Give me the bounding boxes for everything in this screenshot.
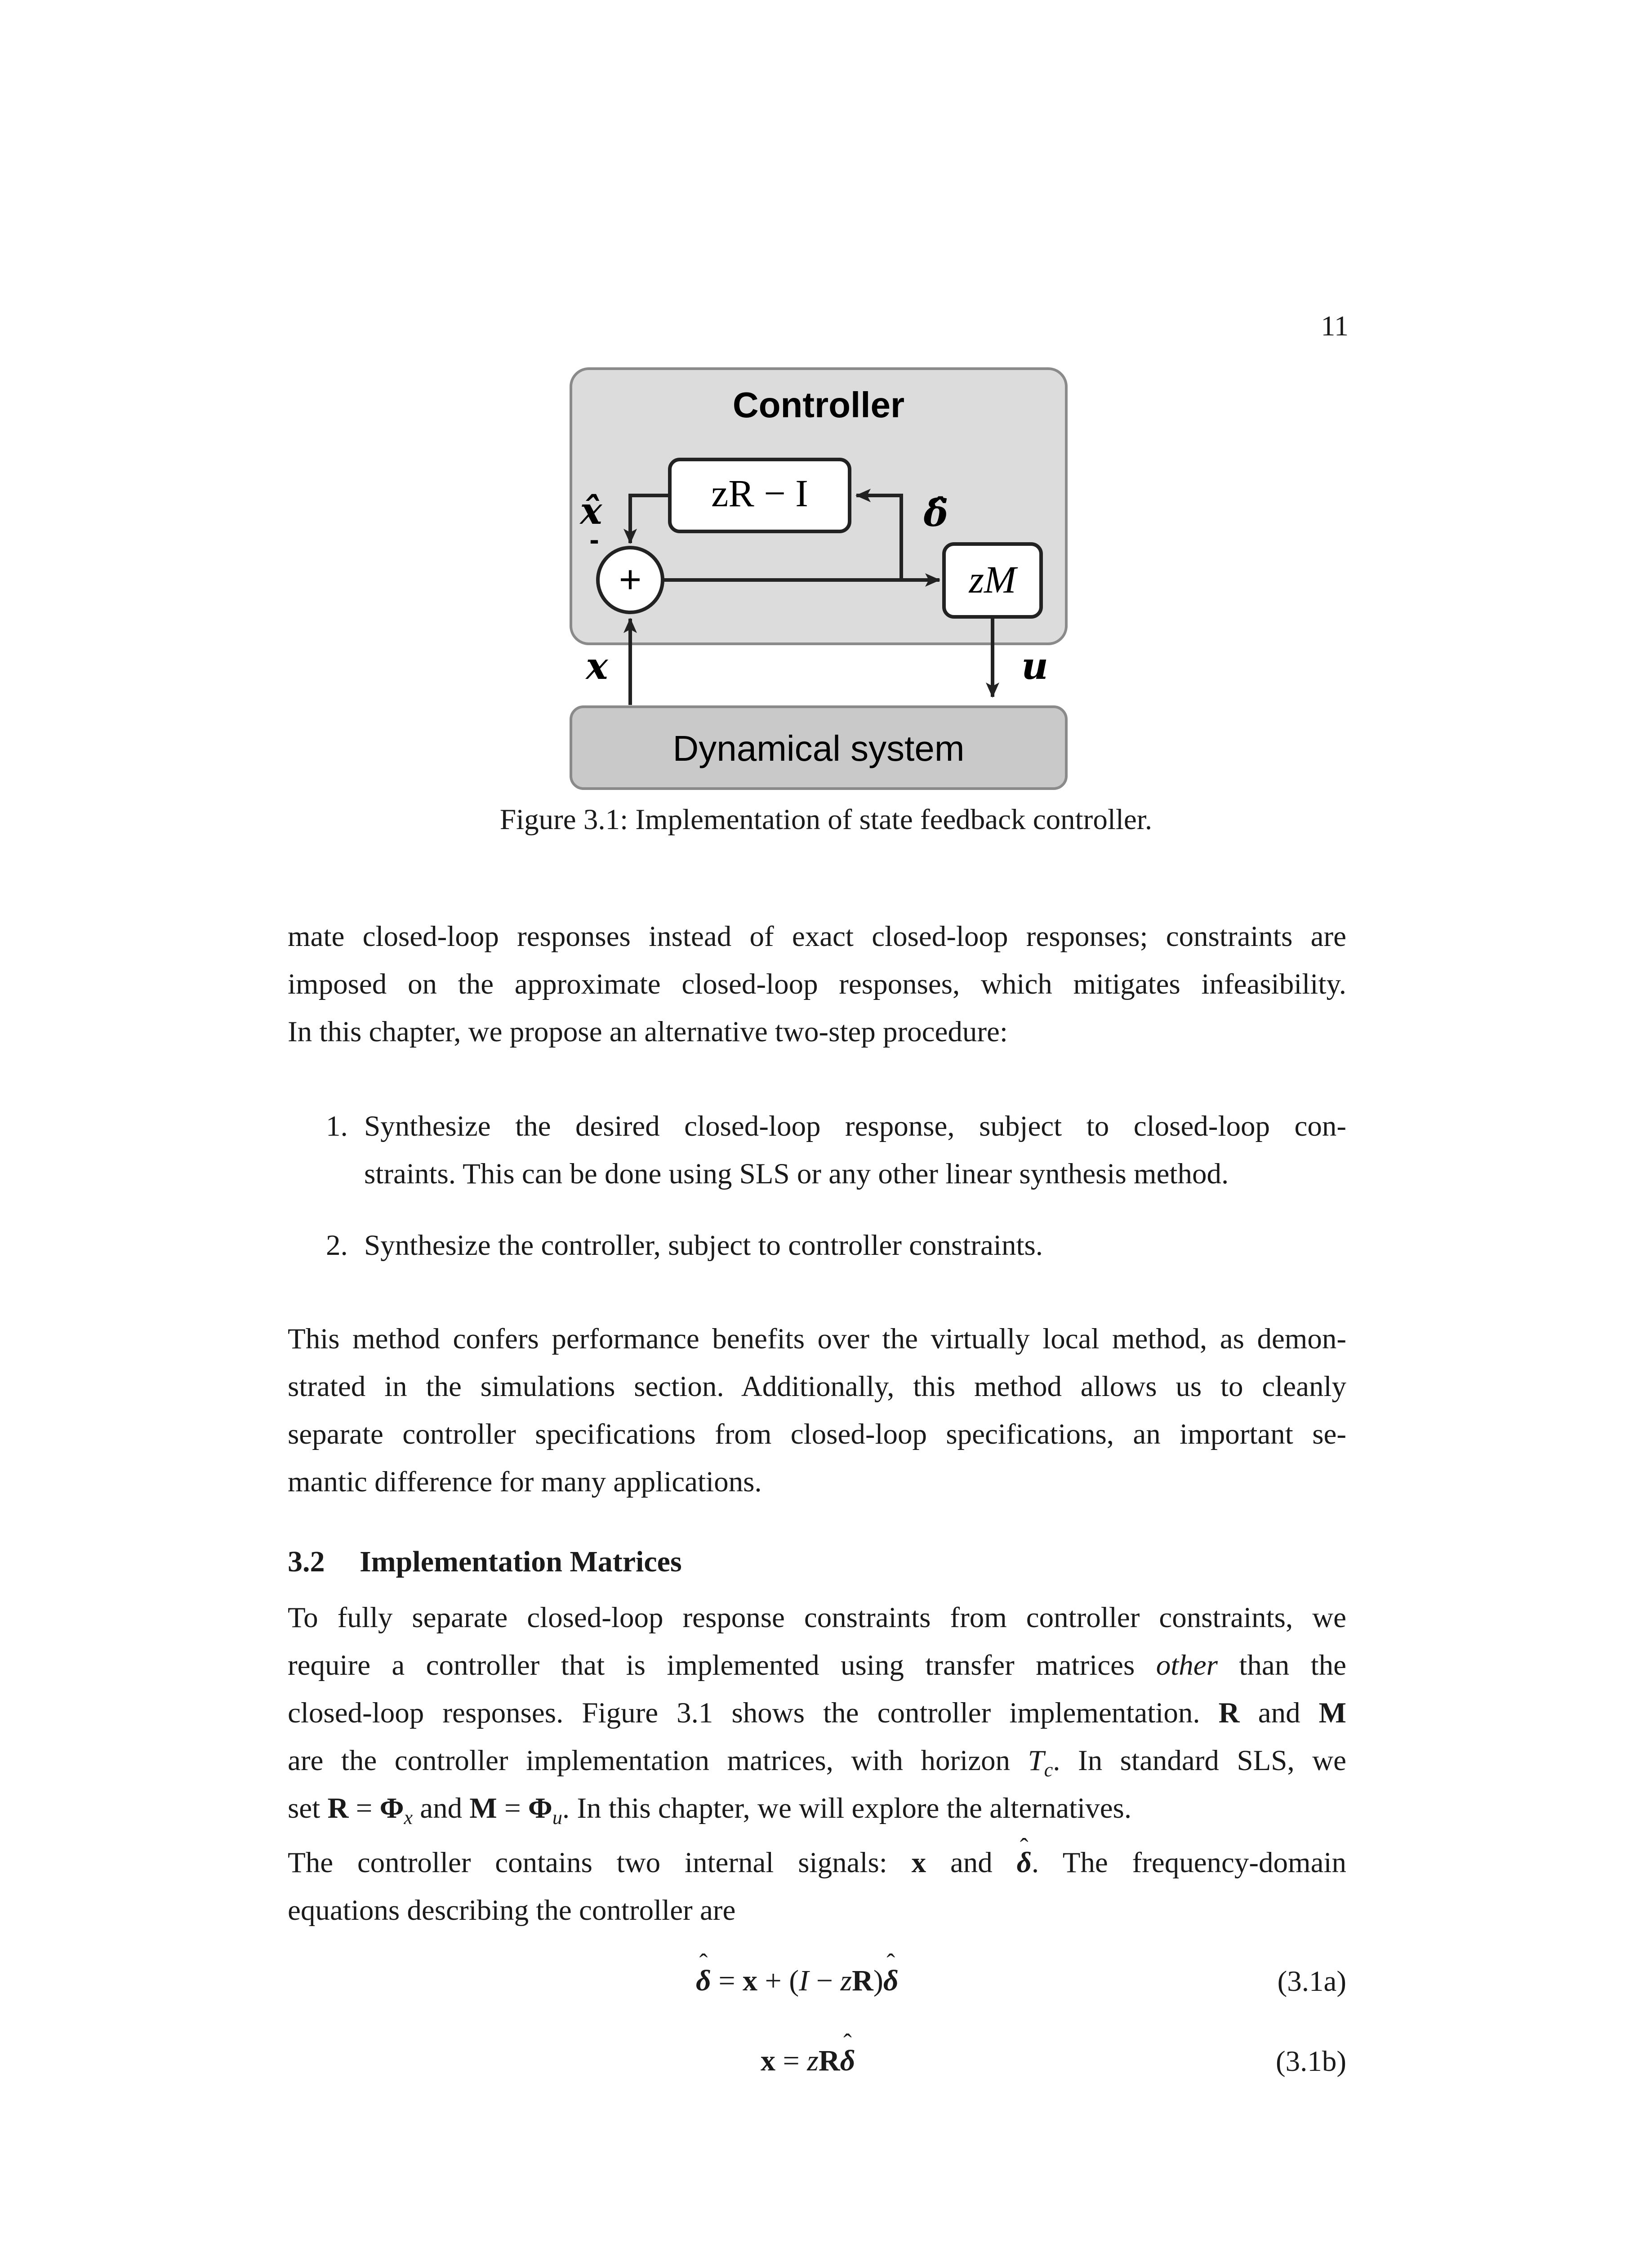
diagram-svg bbox=[557, 355, 1097, 796]
text-line: mantic difference for many applications. bbox=[288, 1466, 762, 1498]
dynamical-system-label: Dynamical system bbox=[672, 728, 965, 768]
text-line: mate closed-loop responses instead of exact closed-loop responses; constraints are bbox=[288, 920, 1346, 953]
text-line: are the controller implementation matrices, with horizon $T_c$. In standard SLS, we bbox=[288, 1744, 1347, 1781]
paragraph-intro bbox=[288, 913, 1346, 1056]
text-line: straints. This can be done using SLS or any other linear synthesis method. bbox=[364, 1158, 1229, 1190]
label-x-hat: x̂ bbox=[580, 490, 602, 533]
text-line: strated in the simulations section. Additionally, this method allows us to cleanly bbox=[288, 1370, 1346, 1403]
equation-3-1a: ˆ δ = x + (I − zR)ˆ δ bbox=[696, 1964, 899, 1998]
label-u: u bbox=[1021, 645, 1048, 688]
label-delta-hat: δ̂ bbox=[923, 492, 948, 535]
text-line: In this chapter, we propose an alternative two-step procedure: bbox=[288, 1016, 1008, 1048]
list-number: 1. bbox=[326, 1110, 348, 1142]
paragraph-implementation bbox=[288, 1594, 1346, 1832]
block-zr-label: zR − I bbox=[711, 472, 808, 515]
controller-title: Controller bbox=[732, 385, 905, 425]
equation-number: (3.1b) bbox=[1275, 2045, 1346, 2078]
text-line: separate controller specifications from closed-loop specifications, an important se- bbox=[288, 1418, 1346, 1450]
text-line: equations describing the controller are bbox=[288, 1894, 736, 1927]
label-minus: - bbox=[589, 523, 599, 556]
label-x: x bbox=[586, 645, 608, 688]
text-line: To fully separate closed-loop response constraints from controller constraints, we bbox=[288, 1601, 1346, 1634]
block-zm-label: zM bbox=[969, 558, 1016, 601]
section-heading bbox=[288, 1545, 682, 1579]
text-line: Synthesize the controller, subject to controller constraints. bbox=[364, 1229, 1043, 1262]
text-line: imposed on the approximate closed-loop responses, which mitigates infeasibility. bbox=[288, 968, 1346, 1000]
figure-caption: Figure 3.1: Implementation of state feedback controller. bbox=[499, 803, 1153, 836]
paragraph-method bbox=[288, 1315, 1346, 1506]
emphasis-other: other bbox=[1156, 1649, 1218, 1682]
paragraph-signals bbox=[288, 1839, 1346, 1934]
text-line: Synthesize the desired closed-loop response, subject to closed-loop con- bbox=[364, 1110, 1346, 1142]
list-number: 2. bbox=[326, 1229, 348, 1262]
section-number: 3.2 bbox=[288, 1545, 325, 1578]
text-line: The controller contains two internal signals: x and ˆ δ. The frequency-domain bbox=[288, 1839, 1346, 1887]
equation-number: (3.1a) bbox=[1277, 1965, 1346, 1998]
text-line: This method confers performance benefits over the virtually local method, as demon- bbox=[288, 1323, 1346, 1355]
equation-3-1b: x = zRˆ δ bbox=[761, 2044, 855, 2078]
controller-block-diagram bbox=[557, 355, 1097, 796]
text-line: require a controller that is implemented using transfer matrices other than the bbox=[288, 1649, 1346, 1682]
text-line: set $R = \Phi_x$ and $M = \Phi_u$. In this chapter, we will explore the alternatives. bbox=[288, 1792, 1132, 1829]
section-title: Implementation Matrices bbox=[360, 1545, 682, 1578]
sum-symbol: + bbox=[619, 558, 642, 601]
text-line: closed-loop responses. Figure 3.1 shows the controller implementation. R and M bbox=[288, 1697, 1347, 1729]
page-number: 11 bbox=[1321, 310, 1349, 342]
